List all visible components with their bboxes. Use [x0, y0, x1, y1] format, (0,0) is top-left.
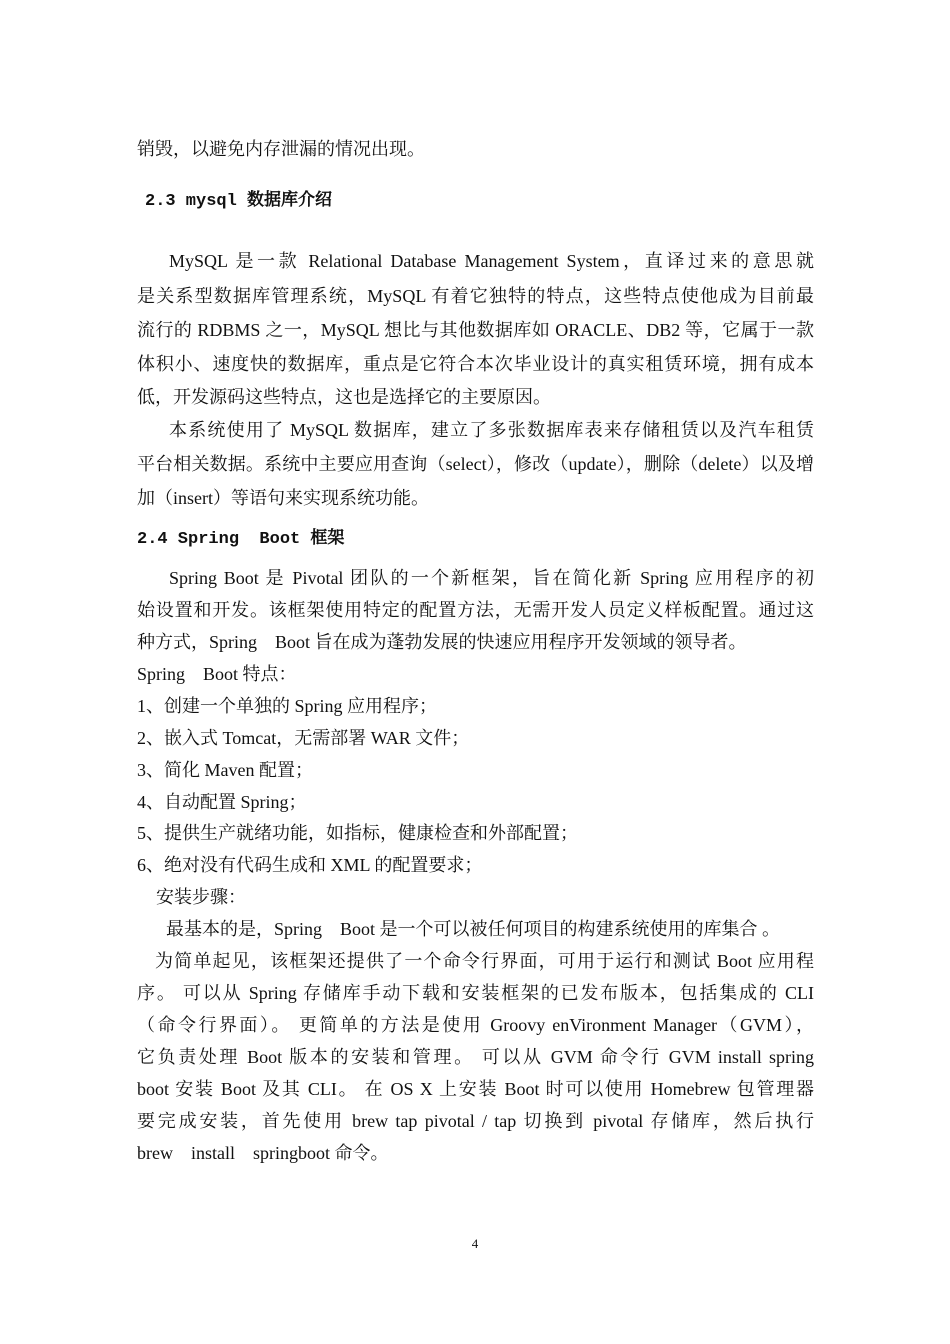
paragraph-line: 为简单起见，该框架还提供了一个命令行界面，可用于运行和测试 Boot 应用程	[155, 951, 814, 971]
paragraph-line: 流行的 RDBMS 之一，MySQL 想比与其他数据库如 ORACLE、DB2 等，它属于一款	[137, 320, 814, 340]
section-heading-2-3: 2.3 mysql 数据库介绍	[145, 192, 333, 211]
paragraph-line: 最基本的是，Spring Boot 是一个可以被任何项目的构建系统使用的库集合 。	[166, 919, 781, 939]
paragraph-line: 低，开发源码这些特点，这也是选择它的主要原因。	[137, 387, 551, 407]
paragraph-line: 始设置和开发。该框架使用特定的配置方法，无需开发人员定义样板配置。通过这	[137, 600, 814, 620]
paragraph-line: 要完成安装，首先使用 brew tap pivotal / tap 切换到 pivotal 存储库，然后执行	[137, 1111, 814, 1131]
paragraph-line: 平台相关数据。系统中主要应用查询（select），修改（update），删除（delete）以及增	[137, 454, 814, 474]
paragraph-line: 它负责处理 Boot 版本的安装和管理。 可以从 GVM 命令行 GVM install spring	[137, 1047, 814, 1067]
paragraph-line: 加（insert）等语句来实现系统功能。	[137, 488, 429, 508]
page-number: 4	[471, 1236, 479, 1251]
paragraph-line: boot 安装 Boot 及其 CLI。 在 OS X 上安装 Boot 时可以使用 Homebrew 包管理器	[137, 1079, 814, 1099]
section-heading-2-4: 2.4 Spring Boot 框架	[137, 530, 345, 549]
list-item: 2、嵌入式 Tomcat，无需部署 WAR 文件；	[137, 728, 470, 748]
paragraph-line: 是关系型数据库管理系统，MySQL 有着它独特的特点，这些特点使他成为目前最	[137, 286, 814, 306]
paragraph-line: 销毁，以避免内存泄漏的情况出现。	[137, 139, 425, 159]
list-item: 4、自动配置 Spring；	[137, 792, 307, 812]
list-item: 5、提供生产就绪功能，如指标，健康检查和外部配置；	[137, 823, 578, 843]
paragraph-line: Spring Boot 特点：	[137, 664, 297, 684]
paragraph-line: brew install springboot 命令。	[137, 1143, 389, 1163]
paragraph-line: 种方式，Spring Boot 旨在成为蓬勃发展的快速应用程序开发领域的领导者。	[137, 632, 747, 652]
paragraph-line: 安装步骤：	[156, 887, 246, 907]
list-item: 1、创建一个单独的 Spring 应用程序；	[137, 696, 438, 716]
list-item: 3、简化 Maven 配置；	[137, 760, 313, 780]
paragraph-line: Spring Boot 是 Pivotal 团队的一个新框架，旨在简化新 Spring 应用程序的初	[169, 568, 814, 588]
paragraph-line: MySQL 是一款 Relational Database Management System，直译过来的意思就	[169, 251, 814, 271]
list-item: 6、绝对没有代码生成和 XML 的配置要求；	[137, 855, 483, 875]
paragraph-line: 序。 可以从 Spring 存储库手动下载和安装框架的已发布版本，包括集成的 CLI	[137, 983, 814, 1003]
paragraph-line: 本系统使用了 MySQL 数据库，建立了多张数据库表来存储租赁以及汽车租赁	[169, 420, 814, 440]
paragraph-line: （命令行界面）。 更简单的方法是使用 Groovy enVironment Manager（GVM），	[137, 1015, 814, 1035]
paragraph-line: 体积小、速度快的数据库，重点是它符合本次毕业设计的真实租赁环境，拥有成本	[137, 354, 814, 374]
